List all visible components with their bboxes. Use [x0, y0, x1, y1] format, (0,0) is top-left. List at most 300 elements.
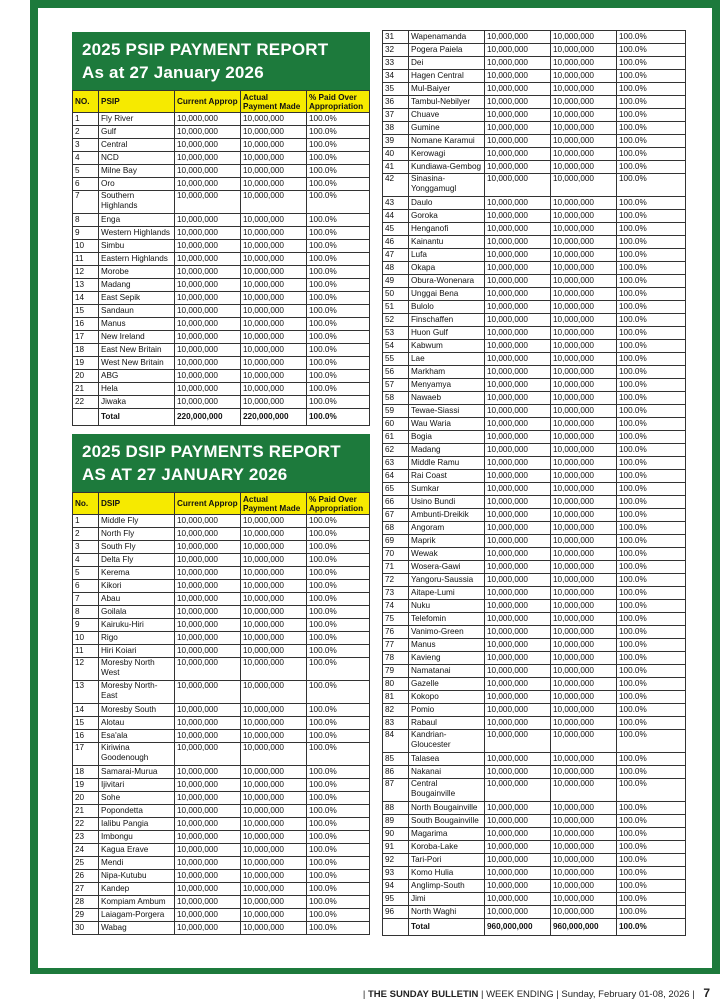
table-cell: 57: [383, 379, 409, 392]
table-row: [383, 574, 686, 587]
table-cell: 10,000,000: [241, 396, 307, 409]
column-header: No.: [73, 493, 99, 515]
table-cell: 100.0%: [617, 730, 686, 753]
table-row: [383, 626, 686, 639]
table-cell: 10,000,000: [485, 405, 551, 418]
table-cell: Fly River: [99, 113, 175, 126]
table-cell: 84: [383, 730, 409, 753]
table-cell: 10,000,000: [485, 122, 551, 135]
table-cell: 19: [73, 779, 99, 792]
table-cell: 10,000,000: [485, 906, 551, 919]
table-cell: 10,000,000: [175, 870, 241, 883]
table-cell: 10,000,000: [485, 652, 551, 665]
table-cell: 2: [73, 126, 99, 139]
table-cell: 14: [73, 292, 99, 305]
table-cell: 10,000,000: [551, 379, 617, 392]
table-row: [383, 31, 686, 44]
table-cell: Goilala: [99, 606, 175, 619]
table-cell: 10,000,000: [485, 418, 551, 431]
table-cell: Markham: [409, 366, 485, 379]
table-cell: Mul-Baiyer: [409, 83, 485, 96]
table-cell: Chuave: [409, 109, 485, 122]
table-cell: Sinasina-Yonggamugl: [409, 174, 485, 197]
table-cell: 9: [73, 227, 99, 240]
table-cell: 7: [73, 191, 99, 214]
table-cell: 10,000,000: [175, 227, 241, 240]
table-cell: 100.0%: [617, 31, 686, 44]
table-row: [383, 470, 686, 483]
column-header: Current Approp: [175, 493, 241, 515]
table-cell: 100.0%: [307, 870, 370, 883]
table-row: [73, 831, 370, 844]
table-cell: 60: [383, 418, 409, 431]
table-row: [73, 528, 370, 541]
table-row: [383, 405, 686, 418]
table-cell: 10,000,000: [175, 344, 241, 357]
table-cell: 100.0%: [617, 652, 686, 665]
table-cell: Nawaeb: [409, 392, 485, 405]
table-row: [383, 70, 686, 83]
psip-title-line2: As at 27 January 2026: [82, 63, 264, 82]
table-cell: Samarai-Murua: [99, 766, 175, 779]
footer-edition: WEEK ENDING: [486, 989, 554, 1000]
table-cell: 100.0%: [307, 383, 370, 396]
total-cell: 960,000,000: [485, 919, 551, 936]
table-row: [73, 357, 370, 370]
table-cell: 10,000,000: [175, 240, 241, 253]
table-cell: 10,000,000: [175, 606, 241, 619]
table-cell: Mendi: [99, 857, 175, 870]
table-cell: 32: [383, 44, 409, 57]
table-cell: 10,000,000: [241, 779, 307, 792]
table-cell: Obura-Wonenara: [409, 275, 485, 288]
table-cell: 10,000,000: [175, 331, 241, 344]
table-cell: Kikori: [99, 580, 175, 593]
table-cell: 54: [383, 340, 409, 353]
table-cell: 20: [73, 370, 99, 383]
total-cell: 220,000,000: [241, 409, 307, 426]
table-row: [73, 896, 370, 909]
table-row: [383, 587, 686, 600]
table-cell: 100.0%: [617, 57, 686, 70]
table-cell: 10,000,000: [241, 126, 307, 139]
table-cell: 100.0%: [617, 704, 686, 717]
footer-date: Sunday, February 01-08, 2026: [561, 989, 690, 1000]
table-cell: Komo Hulia: [409, 867, 485, 880]
table-cell: 10,000,000: [175, 645, 241, 658]
table-cell: Kokopo: [409, 691, 485, 704]
table-cell: 100.0%: [307, 883, 370, 896]
table-cell: 55: [383, 353, 409, 366]
psip-title: [72, 32, 370, 90]
table-cell: 22: [73, 396, 99, 409]
table-cell: 100.0%: [617, 210, 686, 223]
table-cell: 100.0%: [617, 148, 686, 161]
table-cell: 76: [383, 626, 409, 639]
table-cell: 4: [73, 152, 99, 165]
table-cell: 100.0%: [307, 305, 370, 318]
table-cell: 100.0%: [617, 301, 686, 314]
table-cell: Western Highlands: [99, 227, 175, 240]
table-cell: Madang: [409, 444, 485, 457]
table-cell: 100.0%: [307, 214, 370, 227]
column-header: PSIP: [99, 91, 175, 113]
table-cell: Central Bougainville: [409, 779, 485, 802]
table-cell: 71: [383, 561, 409, 574]
table-cell: 100.0%: [307, 606, 370, 619]
table-cell: Tari-Pori: [409, 854, 485, 867]
table-cell: 10,000,000: [241, 922, 307, 935]
table-cell: Laiagam-Porgera: [99, 909, 175, 922]
table-cell: 100.0%: [307, 818, 370, 831]
table-cell: 30: [73, 922, 99, 935]
table-cell: 44: [383, 210, 409, 223]
table-cell: 10,000,000: [551, 802, 617, 815]
table-cell: Anglimp-South: [409, 880, 485, 893]
table-cell: 36: [383, 96, 409, 109]
table-row: [73, 593, 370, 606]
table-cell: Moresby North-East: [99, 681, 175, 704]
table-cell: 10,000,000: [485, 457, 551, 470]
table-cell: 10,000,000: [551, 496, 617, 509]
dsip-title-line2: AS AT 27 JANUARY 2026: [82, 465, 288, 484]
table-cell: 10,000,000: [551, 779, 617, 802]
table-cell: 10,000,000: [241, 567, 307, 580]
table-cell: 10: [73, 632, 99, 645]
table-cell: 100.0%: [307, 292, 370, 305]
table-cell: 10,000,000: [241, 831, 307, 844]
table-cell: 10,000,000: [241, 331, 307, 344]
table-cell: 10,000,000: [175, 766, 241, 779]
table-cell: 10,000,000: [485, 665, 551, 678]
table-cell: 67: [383, 509, 409, 522]
table-cell: 10,000,000: [485, 639, 551, 652]
page-footer: [363, 986, 710, 1000]
table-cell: 100.0%: [307, 126, 370, 139]
footer-separator: |: [692, 989, 695, 1000]
table-cell: 100.0%: [307, 766, 370, 779]
table-cell: 10,000,000: [485, 314, 551, 327]
table-cell: 11: [73, 253, 99, 266]
table-cell: 10,000,000: [551, 418, 617, 431]
table-cell: 56: [383, 366, 409, 379]
table-cell: 10,000,000: [175, 165, 241, 178]
table-row: [73, 266, 370, 279]
table-row: [73, 305, 370, 318]
table-cell: ABG: [99, 370, 175, 383]
table-cell: 10,000,000: [175, 528, 241, 541]
table-cell: 29: [73, 909, 99, 922]
table-row: [383, 730, 686, 753]
table-cell: 100.0%: [617, 574, 686, 587]
table-row: [73, 165, 370, 178]
table-cell: 16: [73, 318, 99, 331]
table-cell: Kundiawa-Gembog: [409, 161, 485, 174]
total-cell: 960,000,000: [551, 919, 617, 936]
table-cell: 10,000,000: [175, 567, 241, 580]
table-cell: 72: [383, 574, 409, 587]
table-cell: 61: [383, 431, 409, 444]
table-row: [73, 922, 370, 935]
table-cell: 10,000,000: [551, 867, 617, 880]
table-cell: 34: [383, 70, 409, 83]
table-cell: 100.0%: [307, 730, 370, 743]
table-cell: 100.0%: [307, 318, 370, 331]
table-cell: 10,000,000: [551, 730, 617, 753]
table-cell: 10,000,000: [241, 743, 307, 766]
table-row: [73, 743, 370, 766]
table-cell: 100.0%: [307, 227, 370, 240]
table-cell: 10,000,000: [485, 392, 551, 405]
table-row: [383, 535, 686, 548]
table-cell: Southern Highlands: [99, 191, 175, 214]
table-cell: 10,000,000: [551, 854, 617, 867]
table-cell: Aitape-Lumi: [409, 587, 485, 600]
table-cell: 48: [383, 262, 409, 275]
table-cell: 100.0%: [617, 906, 686, 919]
table-row: [73, 214, 370, 227]
table-cell: 52: [383, 314, 409, 327]
table-cell: 10,000,000: [485, 841, 551, 854]
table-cell: 91: [383, 841, 409, 854]
table-cell: 23: [73, 831, 99, 844]
table-row: [383, 678, 686, 691]
table-row: [383, 444, 686, 457]
table-cell: 10,000,000: [241, 844, 307, 857]
table-cell: 100.0%: [617, 766, 686, 779]
table-cell: Kiriwina Goodenough: [99, 743, 175, 766]
table-cell: 18: [73, 766, 99, 779]
table-cell: 100.0%: [307, 253, 370, 266]
table-row: [73, 396, 370, 409]
table-cell: Henganofi: [409, 223, 485, 236]
footer-separator: |: [556, 989, 559, 1000]
table-cell: 45: [383, 223, 409, 236]
table-cell: 10,000,000: [175, 541, 241, 554]
table-cell: 68: [383, 522, 409, 535]
table-cell: 10,000,000: [241, 191, 307, 214]
table-row: [383, 893, 686, 906]
table-cell: 100.0%: [307, 717, 370, 730]
table-cell: 100.0%: [307, 593, 370, 606]
table-cell: 10,000,000: [551, 210, 617, 223]
table-cell: 10,000,000: [241, 383, 307, 396]
table-cell: 100.0%: [307, 857, 370, 870]
table-row: [383, 392, 686, 405]
table-cell: 10,000,000: [485, 753, 551, 766]
table-cell: 24: [73, 844, 99, 857]
table-cell: 69: [383, 535, 409, 548]
table-cell: 100.0%: [617, 483, 686, 496]
table-cell: 77: [383, 639, 409, 652]
table-cell: 100.0%: [617, 431, 686, 444]
table-row: [383, 779, 686, 802]
table-cell: 100.0%: [617, 122, 686, 135]
table-row: [383, 854, 686, 867]
table-cell: 100.0%: [307, 139, 370, 152]
table-cell: 100.0%: [307, 515, 370, 528]
table-cell: Nipa-Kutubu: [99, 870, 175, 883]
table-cell: 10,000,000: [175, 266, 241, 279]
table-header-row: [73, 493, 370, 515]
table-row: [73, 580, 370, 593]
table-cell: Dei: [409, 57, 485, 70]
table-cell: 10,000,000: [485, 828, 551, 841]
table-row: [383, 880, 686, 893]
table-cell: Gazelle: [409, 678, 485, 691]
table-cell: 100.0%: [617, 867, 686, 880]
table-cell: 59: [383, 405, 409, 418]
column-header: Actual Payment Made: [241, 493, 307, 515]
table-row: [73, 318, 370, 331]
table-cell: 100.0%: [307, 357, 370, 370]
table-cell: Sohe: [99, 792, 175, 805]
table-row: [73, 139, 370, 152]
table-row: [383, 288, 686, 301]
table-cell: 100.0%: [617, 535, 686, 548]
table-cell: Enga: [99, 214, 175, 227]
table-cell: 66: [383, 496, 409, 509]
table-cell: 10,000,000: [241, 528, 307, 541]
table-cell: 5: [73, 165, 99, 178]
table-row: [73, 730, 370, 743]
table-cell: 78: [383, 652, 409, 665]
table-cell: 10,000,000: [485, 197, 551, 210]
table-cell: 10,000,000: [175, 779, 241, 792]
table-row: [383, 353, 686, 366]
table-cell: 10,000,000: [175, 805, 241, 818]
table-cell: 40: [383, 148, 409, 161]
table-cell: 10,000,000: [485, 31, 551, 44]
table-cell: Menyamya: [409, 379, 485, 392]
table-cell: 10,000,000: [551, 522, 617, 535]
table-cell: 10,000,000: [175, 139, 241, 152]
table-cell: Ambunti-Dreikik: [409, 509, 485, 522]
table-cell: 10,000,000: [551, 880, 617, 893]
table-cell: 100.0%: [307, 165, 370, 178]
table-cell: Esa'ala: [99, 730, 175, 743]
table-cell: 100.0%: [617, 457, 686, 470]
table-cell: 10,000,000: [551, 431, 617, 444]
table-cell: 10,000,000: [551, 148, 617, 161]
total-cell: 100.0%: [617, 919, 686, 936]
table-row: [383, 249, 686, 262]
table-cell: 64: [383, 470, 409, 483]
table-cell: 100.0%: [617, 96, 686, 109]
table-cell: 100.0%: [307, 331, 370, 344]
table-cell: 58: [383, 392, 409, 405]
table-row: [383, 44, 686, 57]
table-cell: 100.0%: [617, 841, 686, 854]
table-cell: NCD: [99, 152, 175, 165]
table-cell: Goroka: [409, 210, 485, 223]
table-cell: 100.0%: [307, 191, 370, 214]
table-cell: 10,000,000: [485, 366, 551, 379]
table-cell: 10,000,000: [175, 357, 241, 370]
table-cell: 10,000,000: [485, 44, 551, 57]
table-cell: 100.0%: [617, 626, 686, 639]
table-cell: 10,000,000: [551, 327, 617, 340]
table-cell: 10,000,000: [241, 165, 307, 178]
table-cell: 10,000,000: [241, 818, 307, 831]
table-cell: 10,000,000: [241, 178, 307, 191]
table-cell: Okapa: [409, 262, 485, 275]
table-cell: 10,000,000: [551, 223, 617, 236]
table-cell: Yangoru-Saussia: [409, 574, 485, 587]
table-cell: Koroba-Lake: [409, 841, 485, 854]
table-row: [383, 210, 686, 223]
table-cell: 100.0%: [617, 613, 686, 626]
table-cell: 21: [73, 805, 99, 818]
table-cell: 16: [73, 730, 99, 743]
table-row: [383, 665, 686, 678]
table-cell: 10,000,000: [485, 96, 551, 109]
table-cell: 10,000,000: [485, 717, 551, 730]
table-cell: 79: [383, 665, 409, 678]
table-cell: North Waghi: [409, 906, 485, 919]
table-cell: 9: [73, 619, 99, 632]
table-cell: 10,000,000: [485, 223, 551, 236]
table-cell: 100.0%: [307, 266, 370, 279]
table-cell: 10,000,000: [241, 344, 307, 357]
table-row: [383, 327, 686, 340]
table-cell: 19: [73, 357, 99, 370]
table-cell: 100.0%: [617, 288, 686, 301]
table-cell: 10,000,000: [485, 275, 551, 288]
table-row: [73, 779, 370, 792]
table-cell: 31: [383, 31, 409, 44]
table-cell: 10,000,000: [485, 522, 551, 535]
total-cell: 100.0%: [307, 409, 370, 426]
table-cell: 10,000,000: [175, 681, 241, 704]
table-cell: 10,000,000: [241, 318, 307, 331]
table-row: [383, 236, 686, 249]
table-row: [383, 704, 686, 717]
table-cell: North Fly: [99, 528, 175, 541]
table-cell: 100.0%: [307, 178, 370, 191]
table-row: [383, 418, 686, 431]
table-cell: 10,000,000: [485, 340, 551, 353]
table-row: [73, 240, 370, 253]
table-cell: 10,000,000: [241, 792, 307, 805]
total-row: [383, 919, 686, 936]
table-row: [383, 135, 686, 148]
table-cell: 10,000,000: [551, 652, 617, 665]
table-cell: 10,000,000: [485, 161, 551, 174]
table-row: [383, 301, 686, 314]
table-cell: 100.0%: [307, 344, 370, 357]
table-cell: 8: [73, 214, 99, 227]
table-row: [383, 766, 686, 779]
table-cell: 10,000,000: [485, 70, 551, 83]
dsip-title-line1: 2025 DSIP PAYMENTS REPORT: [82, 442, 341, 461]
table-cell: 10,000,000: [241, 541, 307, 554]
table-cell: 10,000,000: [551, 44, 617, 57]
table-cell: 10,000,000: [241, 632, 307, 645]
table-cell: Kerema: [99, 567, 175, 580]
table-cell: 100.0%: [617, 44, 686, 57]
footer-separator: |: [480, 989, 484, 1000]
table-cell: 10,000,000: [175, 113, 241, 126]
table-cell: 10,000,000: [175, 554, 241, 567]
table-cell: 10,000,000: [175, 704, 241, 717]
table-row: [383, 561, 686, 574]
table-cell: Bogia: [409, 431, 485, 444]
table-cell: 10,000,000: [485, 613, 551, 626]
table-cell: 100.0%: [307, 396, 370, 409]
table-row: [383, 802, 686, 815]
table-cell: 10,000,000: [551, 483, 617, 496]
